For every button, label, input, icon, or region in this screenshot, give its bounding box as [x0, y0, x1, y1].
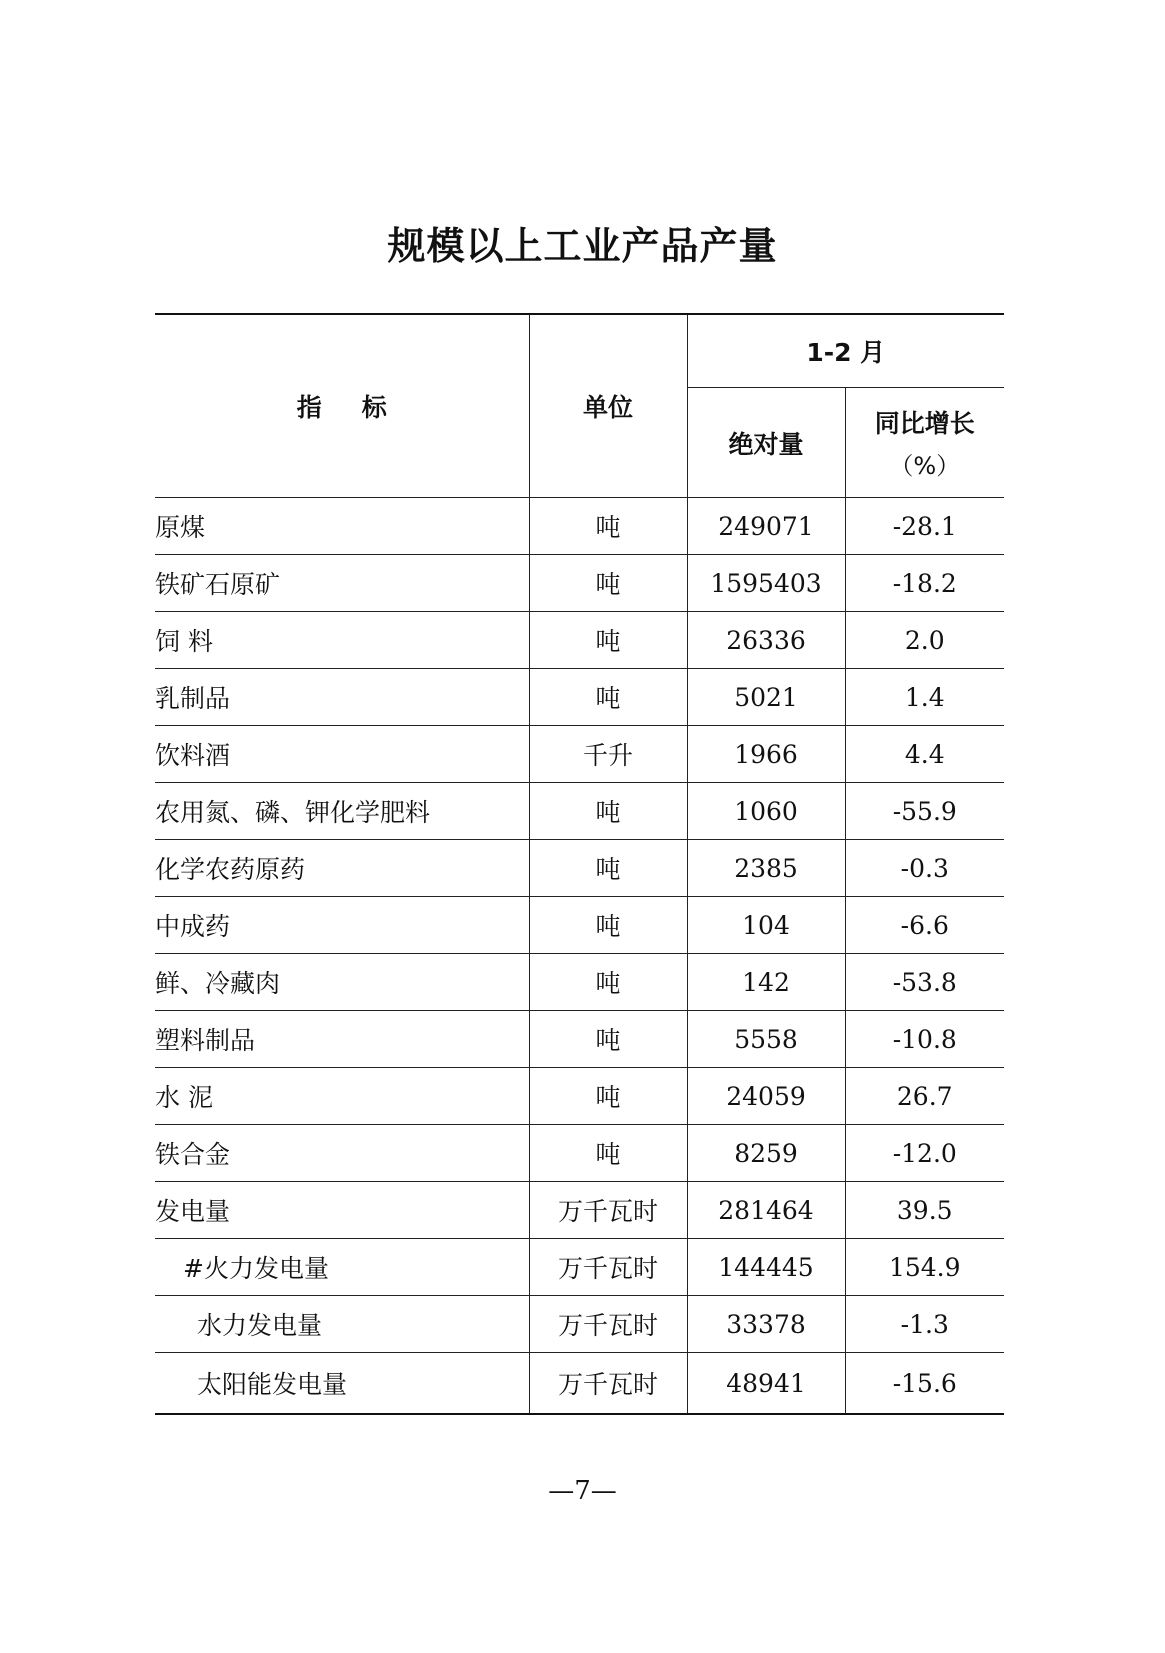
- table-row: [155, 612, 1004, 669]
- row-unit: 万千瓦时: [529, 1296, 687, 1353]
- header-growth: [845, 388, 1004, 498]
- row-growth: -18.2: [845, 555, 1004, 612]
- row-name: 鲜、冷藏肉: [155, 954, 529, 1011]
- row-growth: 39.5: [845, 1182, 1004, 1239]
- row-unit: 吨: [529, 897, 687, 954]
- row-name: 水 泥: [155, 1068, 529, 1125]
- row-value: 144445: [687, 1239, 845, 1296]
- table-row: [155, 726, 1004, 783]
- row-growth: 2.0: [845, 612, 1004, 669]
- row-unit: 吨: [529, 1068, 687, 1125]
- table-row: [155, 1125, 1004, 1182]
- header-unit: 单位: [529, 314, 687, 498]
- row-unit: 吨: [529, 1125, 687, 1182]
- row-unit: 吨: [529, 840, 687, 897]
- table-row: [155, 897, 1004, 954]
- row-growth: -15.6: [845, 1353, 1004, 1415]
- table-row: [155, 1011, 1004, 1068]
- row-growth: -55.9: [845, 783, 1004, 840]
- row-growth: -12.0: [845, 1125, 1004, 1182]
- row-name: 太阳能发电量: [155, 1353, 529, 1415]
- header-growth-unit: （%）: [889, 452, 961, 480]
- row-value: 8259: [687, 1125, 845, 1182]
- row-value: 5021: [687, 669, 845, 726]
- row-value: 249071: [687, 498, 845, 555]
- row-unit: 千升: [529, 726, 687, 783]
- row-growth: 1.4: [845, 669, 1004, 726]
- table-row: [155, 783, 1004, 840]
- row-growth: 154.9: [845, 1239, 1004, 1296]
- row-unit: 吨: [529, 954, 687, 1011]
- table-row: [155, 1239, 1004, 1296]
- row-unit: 万千瓦时: [529, 1353, 687, 1415]
- production-table: [155, 313, 1004, 1415]
- row-name: 农用氮、磷、钾化学肥料: [155, 783, 529, 840]
- row-value: 33378: [687, 1296, 845, 1353]
- row-growth: -0.3: [845, 840, 1004, 897]
- row-unit: 吨: [529, 1011, 687, 1068]
- row-name: 塑料制品: [155, 1011, 529, 1068]
- row-name: 水力发电量: [155, 1296, 529, 1353]
- row-name: 饲 料: [155, 612, 529, 669]
- header-period: 1-2 月: [687, 314, 1004, 388]
- row-value: 2385: [687, 840, 845, 897]
- page-number: —7—: [548, 1476, 617, 1506]
- row-growth: -53.8: [845, 954, 1004, 1011]
- row-value: 1966: [687, 726, 845, 783]
- row-growth: 4.4: [845, 726, 1004, 783]
- header-index: 指标: [155, 314, 529, 498]
- row-unit: 吨: [529, 783, 687, 840]
- row-name: 铁矿石原矿: [155, 555, 529, 612]
- row-unit: 万千瓦时: [529, 1182, 687, 1239]
- table-row: [155, 1296, 1004, 1353]
- row-name: #火力发电量: [155, 1239, 529, 1296]
- row-value: 26336: [687, 612, 845, 669]
- table-row: [155, 1068, 1004, 1125]
- header-growth-label: 同比增长: [874, 409, 975, 438]
- row-value: 1595403: [687, 555, 845, 612]
- row-value: 48941: [687, 1353, 845, 1415]
- row-value: 104: [687, 897, 845, 954]
- row-name: 乳制品: [155, 669, 529, 726]
- table-row: [155, 1353, 1004, 1415]
- header-absolute: 绝对量: [687, 388, 845, 498]
- row-value: 1060: [687, 783, 845, 840]
- row-value: 24059: [687, 1068, 845, 1125]
- row-unit: 吨: [529, 612, 687, 669]
- row-value: 142: [687, 954, 845, 1011]
- row-growth: -6.6: [845, 897, 1004, 954]
- table-row: [155, 1182, 1004, 1239]
- table-row: [155, 498, 1004, 555]
- row-unit: 万千瓦时: [529, 1239, 687, 1296]
- table-row: [155, 840, 1004, 897]
- table-row: [155, 954, 1004, 1011]
- row-growth: 26.7: [845, 1068, 1004, 1125]
- row-name: 化学农药原药: [155, 840, 529, 897]
- row-value: 281464: [687, 1182, 845, 1239]
- row-name: 中成药: [155, 897, 529, 954]
- row-name: 发电量: [155, 1182, 529, 1239]
- row-unit: 吨: [529, 498, 687, 555]
- row-name: 饮料酒: [155, 726, 529, 783]
- row-name: 原煤: [155, 498, 529, 555]
- row-value: 5558: [687, 1011, 845, 1068]
- row-growth: -10.8: [845, 1011, 1004, 1068]
- table-row: [155, 555, 1004, 612]
- page-title: 规模以上工业产品产量: [387, 224, 778, 268]
- row-name: 铁合金: [155, 1125, 529, 1182]
- row-unit: 吨: [529, 555, 687, 612]
- row-unit: 吨: [529, 669, 687, 726]
- row-growth: -1.3: [845, 1296, 1004, 1353]
- row-growth: -28.1: [845, 498, 1004, 555]
- table-row: [155, 669, 1004, 726]
